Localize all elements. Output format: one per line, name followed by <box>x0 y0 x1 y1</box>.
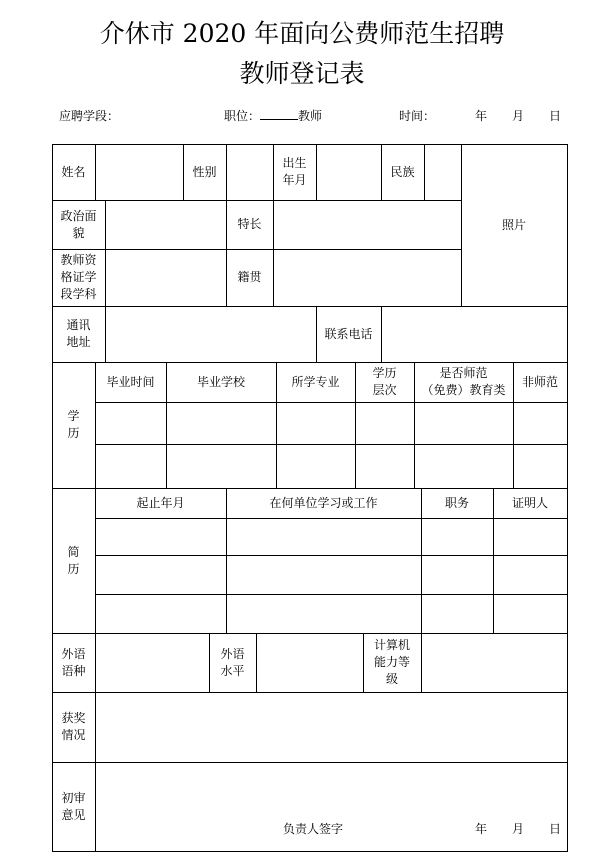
position-field[interactable] <box>224 107 322 124</box>
label-awards: 获奖 情况 <box>61 711 86 742</box>
label-birth: 出生 年月 <box>282 156 307 187</box>
stage-label: 应聘学段： <box>59 109 120 123</box>
position-label: 职位： <box>224 109 261 123</box>
label-resume: 简 历 <box>67 544 80 576</box>
field-address[interactable] <box>105 306 316 362</box>
label-review: 初审 意见 <box>61 790 86 822</box>
header-period: 起止年月 <box>136 495 185 510</box>
position-suffix: 教师 <box>298 109 323 123</box>
field-gender[interactable] <box>226 144 273 200</box>
review-day: 日 <box>549 822 562 836</box>
field-phone[interactable] <box>381 306 567 362</box>
header-school: 毕业学校 <box>196 374 245 389</box>
photo-box[interactable] <box>461 144 567 306</box>
field-specialty[interactable] <box>273 200 461 249</box>
label-phone: 联系电话 <box>324 326 373 341</box>
field-review[interactable] <box>95 762 567 851</box>
label-cert: 教师资 格证学 段学科 <box>60 253 97 301</box>
field-lang-level[interactable] <box>256 633 363 692</box>
field-native[interactable] <box>273 249 461 306</box>
field-lang[interactable] <box>95 633 209 692</box>
date-label: 时间： <box>399 109 436 123</box>
label-native: 籍贯 <box>237 270 262 284</box>
label-lang: 外语 语种 <box>61 646 86 678</box>
header-witness: 证明人 <box>511 495 548 510</box>
label-political: 政治面 貌 <box>60 208 97 240</box>
form-title-line2: 教师登记表 <box>239 59 365 88</box>
label-address: 通讯 地址 <box>66 318 91 349</box>
header-level: 学历 层次 <box>372 366 397 397</box>
review-year: 年 <box>475 822 488 836</box>
field-awards[interactable] <box>95 692 567 762</box>
label-photo: 照片 <box>501 217 526 232</box>
label-gender: 性别 <box>192 164 217 179</box>
label-education: 学 历 <box>67 409 80 440</box>
label-ethnicity: 民族 <box>390 164 415 179</box>
label-name: 姓名 <box>61 164 86 179</box>
signer-label: 负责人签字 <box>283 822 344 836</box>
field-cert[interactable] <box>105 249 226 306</box>
header-non-normal: 非师范 <box>521 374 558 389</box>
review-month: 月 <box>512 822 525 836</box>
header-unit: 在何单位学习或工作 <box>269 495 378 510</box>
header-duty: 职务 <box>444 495 469 510</box>
label-lang-level: 外语 水平 <box>220 646 245 678</box>
field-name[interactable] <box>95 144 183 200</box>
label-specialty: 特长 <box>237 217 262 231</box>
date-day: 日 <box>549 109 562 123</box>
form-title-line1: 介休市 2020 年面向公费师范生招聘 <box>99 19 505 48</box>
field-ethnicity[interactable] <box>424 144 461 200</box>
field-political[interactable] <box>105 200 226 249</box>
header-grad-time: 毕业时间 <box>106 374 155 389</box>
date-month: 月 <box>512 109 525 123</box>
header-major: 所学专业 <box>291 374 340 389</box>
header-normal: 是否师范 （免费）教育类 <box>421 366 506 397</box>
field-birth[interactable] <box>316 144 381 200</box>
position-blank[interactable] <box>260 107 298 120</box>
field-computer[interactable] <box>421 633 567 692</box>
label-computer: 计算机 能力等 级 <box>373 638 410 686</box>
date-year: 年 <box>475 109 488 123</box>
